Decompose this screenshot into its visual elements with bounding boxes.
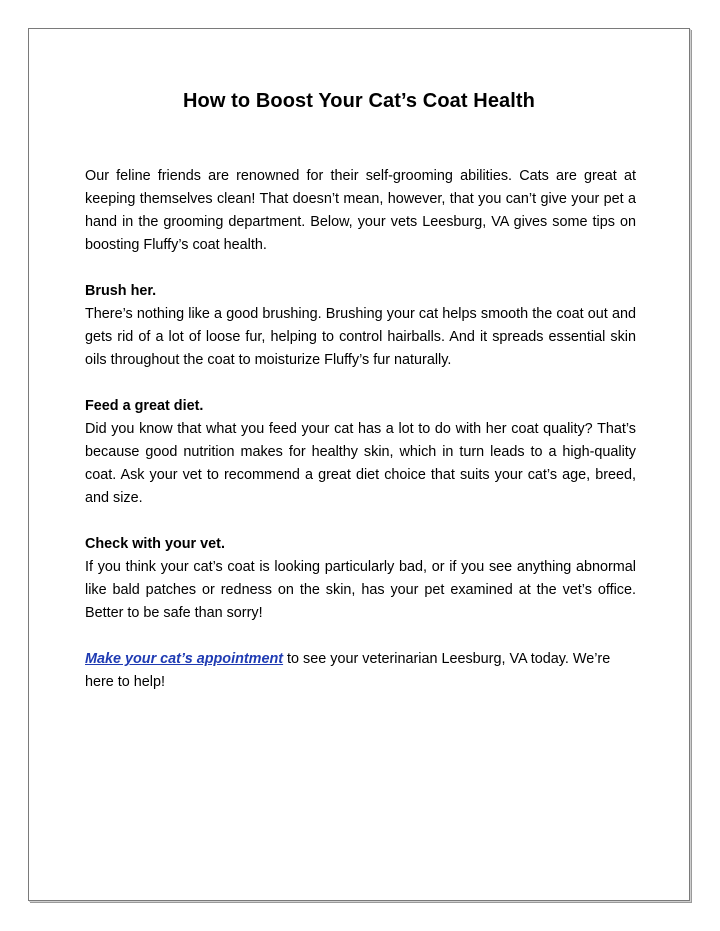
appointment-link[interactable]: Make your cat’s appointment: [85, 651, 284, 667]
section-heading: Brush her.: [85, 283, 157, 299]
closing-paragraph: [85, 648, 636, 694]
section-heading: Feed a great diet.: [85, 398, 204, 414]
closing-text: to see your veterinarian Leesburg, VA today. We’re here to help!: [85, 651, 611, 690]
section-text: There’s nothing like a good brushing. Brushing your cat helps smooth the coat out and gets rid of a lot of loose fur, helping to control hairballs. And it spreads essential skin oils throughout the coat to moisturize Fluffy’s fur naturally.: [85, 306, 636, 368]
document-page: [28, 28, 690, 901]
section-vet: [85, 533, 636, 625]
page-title: How to Boost Your Cat’s Coat Health: [182, 90, 536, 112]
section-text: If you think your cat’s coat is looking particularly bad, or if you see anything abnormal like bald patches or redness on the skin, has your pet examined at the vet’s office. Better to be safe than sorry!: [85, 559, 636, 621]
section-text: Did you know that what you feed your cat has a lot to do with her coat quality? That’s because good nutrition makes for healthy skin, which in turn leads to a high-quality coat. Ask your vet to recommend a great diet choice that suits your cat’s age, breed, and size.: [85, 421, 636, 506]
section-heading: Check with your vet.: [85, 536, 225, 552]
article-body: [85, 165, 636, 717]
section-diet: [85, 395, 636, 510]
section-brush: [85, 280, 636, 372]
intro-paragraph: Our feline friends are renowned for their self-grooming abilities. Cats are great at keeping themselves clean! That doesn’t mean, however, that you can’t give your pet a hand in the grooming department. Below, your vets Leesburg, VA gives some tips on boosting Fluffy’s coat health.: [85, 168, 636, 253]
